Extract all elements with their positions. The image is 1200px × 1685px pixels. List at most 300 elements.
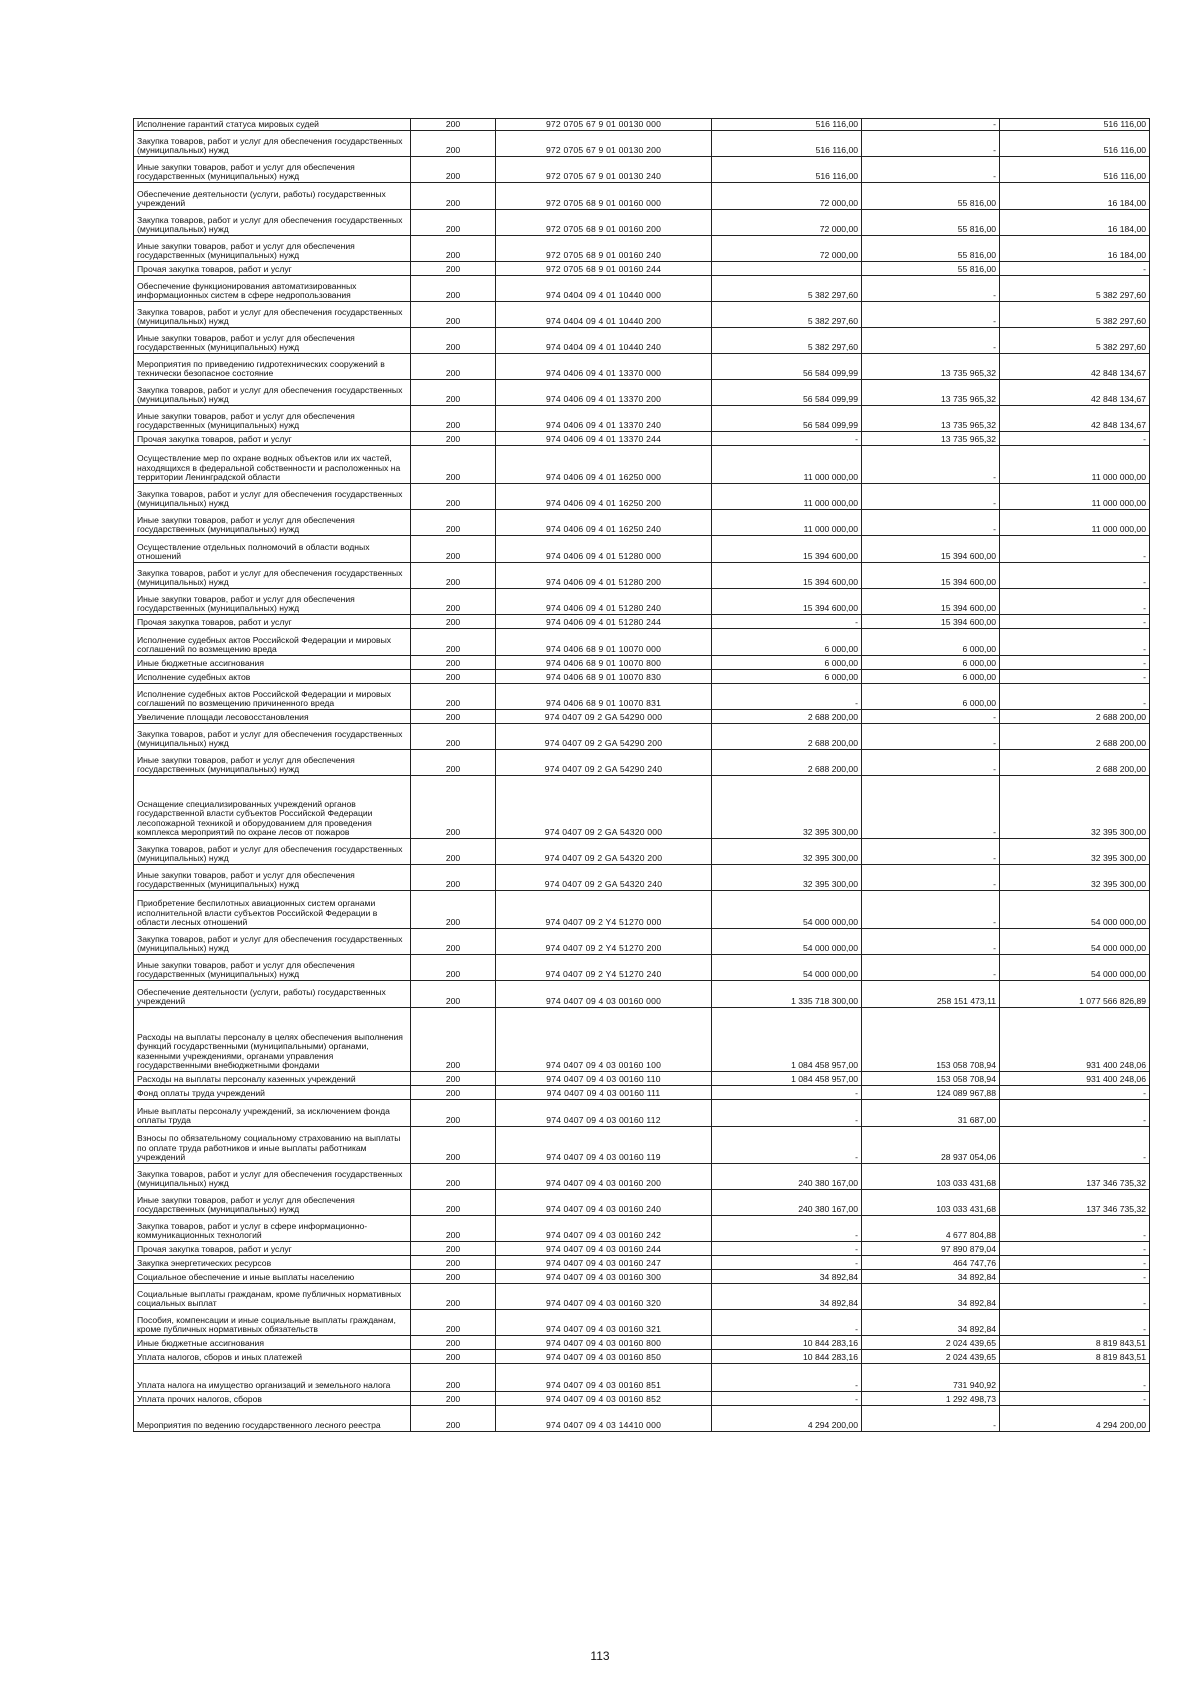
row-executed-cell: - [862,302,1000,328]
row-kbk-cell: 974 0407 09 4 03 00160 000 [496,981,712,1008]
table-row [134,615,1150,629]
row-executed-cell: - [862,131,1000,157]
table-row [134,276,1150,302]
row-unexecuted-cell: 16 184,00 [1000,210,1150,236]
row-approved-cell: 516 116,00 [712,131,862,157]
row-kbk-cell: 974 0407 09 2 Y4 51270 240 [496,955,712,981]
row-unexecuted-cell: 32 395 300,00 [1000,776,1150,839]
row-code-cell: 200 [411,210,496,236]
row-approved-cell: 10 844 283,16 [712,1350,862,1364]
table-row [134,1350,1150,1364]
row-approved-cell: 72 000,00 [712,183,862,210]
row-code-cell: 200 [411,354,496,380]
row-approved-cell: 15 394 600,00 [712,536,862,563]
row-approved-cell: - [712,615,862,629]
row-kbk-cell: 974 0406 09 4 01 16250 000 [496,446,712,484]
row-name-cell: Закупка товаров, работ и услуг для обеспечения государственных (муниципальных) нужд [134,724,411,750]
row-name-cell: Исполнение гарантий статуса мировых судей [134,119,411,131]
row-code-cell: 200 [411,1256,496,1270]
row-name-cell: Закупка товаров, работ и услуг в сфере информационно-коммуникационных технологий [134,1216,411,1242]
row-kbk-cell: 974 0407 09 2 GA 54320 200 [496,839,712,865]
table-body [134,119,1150,1432]
row-executed-cell: 34 892,84 [862,1310,1000,1336]
page-number: 113 [590,1649,610,1663]
row-approved-cell: 11 000 000,00 [712,446,862,484]
row-executed-cell: 55 816,00 [862,262,1000,276]
row-unexecuted-cell: 5 382 297,60 [1000,276,1150,302]
row-approved-cell: 516 116,00 [712,157,862,183]
row-unexecuted-cell: 42 848 134,67 [1000,380,1150,406]
row-approved-cell: 34 892,84 [712,1284,862,1310]
row-approved-cell: 4 294 200,00 [712,1406,862,1432]
row-code-cell: 200 [411,891,496,929]
row-unexecuted-cell: 42 848 134,67 [1000,354,1150,380]
row-kbk-cell: 974 0404 09 4 01 10440 240 [496,328,712,354]
row-kbk-cell: 974 0407 09 4 03 00160 852 [496,1392,712,1406]
table-row [134,981,1150,1008]
row-approved-cell: 2 688 200,00 [712,710,862,724]
row-name-cell: Закупка энергетических ресурсов [134,1256,411,1270]
row-kbk-cell: 974 0407 09 4 03 00160 247 [496,1256,712,1270]
row-executed-cell: 6 000,00 [862,670,1000,684]
table-row [134,750,1150,776]
row-approved-cell: 32 395 300,00 [712,776,862,839]
table-row [134,157,1150,183]
row-unexecuted-cell: 2 688 200,00 [1000,750,1150,776]
table-row [134,684,1150,710]
table-row [134,236,1150,262]
row-kbk-cell: 974 0406 09 4 01 13370 244 [496,432,712,446]
table-row [134,1216,1150,1242]
row-code-cell: 200 [411,1310,496,1336]
row-unexecuted-cell: 5 382 297,60 [1000,328,1150,354]
row-name-cell: Иные закупки товаров, работ и услуг для обеспечения государственных (муниципальных) нужд [134,236,411,262]
row-executed-cell: 13 735 965,32 [862,432,1000,446]
row-approved-cell: - [712,1364,862,1392]
row-unexecuted-cell: 11 000 000,00 [1000,510,1150,536]
row-code-cell: 200 [411,484,496,510]
row-executed-cell: - [862,776,1000,839]
row-unexecuted-cell: 32 395 300,00 [1000,839,1150,865]
row-executed-cell: 13 735 965,32 [862,406,1000,432]
row-approved-cell: - [712,1392,862,1406]
table-row [134,1310,1150,1336]
row-executed-cell: 15 394 600,00 [862,615,1000,629]
table-row [134,210,1150,236]
row-unexecuted-cell: - [1000,432,1150,446]
table-row [134,354,1150,380]
row-executed-cell: - [862,510,1000,536]
row-kbk-cell: 974 0407 09 4 03 00160 100 [496,1008,712,1072]
row-kbk-cell: 974 0406 68 9 01 10070 800 [496,656,712,670]
row-name-cell: Закупка товаров, работ и услуг для обеспечения государственных (муниципальных) нужд [134,210,411,236]
table-row [134,1164,1150,1190]
row-approved-cell: 5 382 297,60 [712,276,862,302]
row-code-cell: 200 [411,1336,496,1350]
table-row [134,710,1150,724]
table-row [134,131,1150,157]
row-executed-cell: - [862,891,1000,929]
table-row [134,929,1150,955]
row-unexecuted-cell: - [1000,1256,1150,1270]
row-executed-cell: 13 735 965,32 [862,354,1000,380]
row-unexecuted-cell: 516 116,00 [1000,119,1150,131]
row-approved-cell: 240 380 167,00 [712,1164,862,1190]
row-kbk-cell: 974 0406 09 4 01 51280 200 [496,563,712,589]
row-approved-cell: 1 084 458 957,00 [712,1072,862,1086]
row-kbk-cell: 974 0406 09 4 01 13370 240 [496,406,712,432]
table-row [134,1270,1150,1284]
row-code-cell: 200 [411,119,496,131]
row-name-cell: Обеспечение функционирования автоматизированных информационных систем в сфере недропользования [134,276,411,302]
row-approved-cell: 32 395 300,00 [712,839,862,865]
row-kbk-cell: 974 0407 09 2 GA 54290 200 [496,724,712,750]
table-row [134,380,1150,406]
row-approved-cell: 54 000 000,00 [712,891,862,929]
row-code-cell: 200 [411,629,496,656]
row-kbk-cell: 974 0407 09 4 03 00160 200 [496,1164,712,1190]
row-code-cell: 200 [411,750,496,776]
row-executed-cell: 15 394 600,00 [862,589,1000,615]
row-code-cell: 200 [411,563,496,589]
row-unexecuted-cell: - [1000,536,1150,563]
row-unexecuted-cell: 54 000 000,00 [1000,955,1150,981]
row-name-cell: Закупка товаров, работ и услуг для обеспечения государственных (муниципальных) нужд [134,563,411,589]
row-executed-cell: 1 292 498,73 [862,1392,1000,1406]
row-code-cell: 200 [411,1008,496,1072]
row-name-cell: Иные закупки товаров, работ и услуг для обеспечения государственных (муниципальных) нужд [134,328,411,354]
row-name-cell: Иные закупки товаров, работ и услуг для обеспечения государственных (муниципальных) нужд [134,406,411,432]
row-code-cell: 200 [411,1350,496,1364]
row-unexecuted-cell: 11 000 000,00 [1000,446,1150,484]
row-unexecuted-cell: 42 848 134,67 [1000,406,1150,432]
row-executed-cell: - [862,724,1000,750]
row-code-cell: 200 [411,276,496,302]
row-kbk-cell: 974 0407 09 4 03 00160 111 [496,1086,712,1100]
row-approved-cell: 11 000 000,00 [712,484,862,510]
row-code-cell: 200 [411,1216,496,1242]
table-row [134,406,1150,432]
row-executed-cell: 55 816,00 [862,183,1000,210]
row-executed-cell: 153 058 708,94 [862,1008,1000,1072]
row-approved-cell: 54 000 000,00 [712,929,862,955]
row-kbk-cell: 974 0406 68 9 01 10070 830 [496,670,712,684]
row-executed-cell: 34 892,84 [862,1270,1000,1284]
row-approved-cell: - [712,1100,862,1127]
table-row [134,262,1150,276]
row-kbk-cell: 974 0407 09 4 03 00160 244 [496,1242,712,1256]
row-code-cell: 200 [411,656,496,670]
row-executed-cell: - [862,157,1000,183]
row-name-cell: Закупка товаров, работ и услуг для обеспечения государственных (муниципальных) нужд [134,839,411,865]
row-approved-cell: 11 000 000,00 [712,510,862,536]
row-approved-cell: - [712,1086,862,1100]
row-kbk-cell: 974 0407 09 4 03 00160 851 [496,1364,712,1392]
row-approved-cell: 2 688 200,00 [712,750,862,776]
table-row [134,1392,1150,1406]
row-kbk-cell: 974 0407 09 4 03 00160 850 [496,1350,712,1364]
row-executed-cell: 55 816,00 [862,236,1000,262]
row-approved-cell: 240 380 167,00 [712,1190,862,1216]
row-code-cell: 200 [411,380,496,406]
table-row [134,563,1150,589]
row-code-cell: 200 [411,406,496,432]
row-approved-cell: 6 000,00 [712,656,862,670]
table-row [134,328,1150,354]
table-row [134,955,1150,981]
table-row [134,510,1150,536]
row-executed-cell: 153 058 708,94 [862,1072,1000,1086]
table-row [134,724,1150,750]
row-unexecuted-cell: - [1000,1216,1150,1242]
row-approved-cell: - [712,684,862,710]
row-unexecuted-cell: 931 400 248,06 [1000,1008,1150,1072]
row-executed-cell: - [862,1406,1000,1432]
row-name-cell: Мероприятия по приведению гидротехнических сооружений в технически безопасное состояние [134,354,411,380]
row-kbk-cell: 974 0407 09 2 GA 54320 000 [496,776,712,839]
row-name-cell: Прочая закупка товаров, работ и услуг [134,615,411,629]
row-kbk-cell: 974 0407 09 4 03 00160 242 [496,1216,712,1242]
row-approved-cell: 516 116,00 [712,119,862,131]
row-name-cell: Пособия, компенсации и иные социальные выплаты гражданам, кроме публичных нормативных обязательств [134,1310,411,1336]
table-row [134,1008,1150,1072]
row-code-cell: 200 [411,1364,496,1392]
row-kbk-cell: 974 0407 09 4 03 00160 240 [496,1190,712,1216]
row-code-cell: 200 [411,328,496,354]
row-executed-cell: - [862,446,1000,484]
row-executed-cell: 103 033 431,68 [862,1190,1000,1216]
row-unexecuted-cell: 1 077 566 826,89 [1000,981,1150,1008]
row-unexecuted-cell: - [1000,1392,1150,1406]
row-kbk-cell: 974 0406 09 4 01 51280 244 [496,615,712,629]
table-row [134,839,1150,865]
row-code-cell: 200 [411,131,496,157]
table-row [134,1100,1150,1127]
row-code-cell: 200 [411,1284,496,1310]
row-kbk-cell: 972 0705 67 9 01 00130 240 [496,157,712,183]
row-name-cell: Иные закупки товаров, работ и услуг для обеспечения государственных (муниципальных) нужд [134,1190,411,1216]
row-unexecuted-cell: - [1000,615,1150,629]
row-unexecuted-cell: 137 346 735,32 [1000,1164,1150,1190]
row-code-cell: 200 [411,724,496,750]
row-executed-cell: 103 033 431,68 [862,1164,1000,1190]
row-code-cell: 200 [411,1406,496,1432]
row-name-cell: Иные закупки товаров, работ и услуг для обеспечения государственных (муниципальных) нужд [134,750,411,776]
row-code-cell: 200 [411,929,496,955]
row-kbk-cell: 974 0407 09 2 GA 54290 240 [496,750,712,776]
row-unexecuted-cell: - [1000,656,1150,670]
row-code-cell: 200 [411,536,496,563]
row-unexecuted-cell: 11 000 000,00 [1000,484,1150,510]
row-executed-cell: 34 892,84 [862,1284,1000,1310]
row-kbk-cell: 974 0407 09 4 03 00160 119 [496,1127,712,1164]
row-approved-cell: 1 084 458 957,00 [712,1008,862,1072]
row-name-cell: Социальные выплаты гражданам, кроме публичных нормативных социальных выплат [134,1284,411,1310]
row-unexecuted-cell: 931 400 248,06 [1000,1072,1150,1086]
row-code-cell: 200 [411,839,496,865]
row-unexecuted-cell: - [1000,1270,1150,1284]
row-name-cell: Осуществление мер по охране водных объектов или их частей, находящихся в федеральной собственности и расположенных на территории Ленинградской области [134,446,411,484]
row-executed-cell: 4 677 804,88 [862,1216,1000,1242]
row-unexecuted-cell: 16 184,00 [1000,236,1150,262]
row-executed-cell: - [862,276,1000,302]
row-unexecuted-cell: - [1000,563,1150,589]
table-row [134,776,1150,839]
row-name-cell: Расходы на выплаты персоналу казенных учреждений [134,1072,411,1086]
table-row [134,1072,1150,1086]
row-approved-cell: 56 584 099,99 [712,354,862,380]
table-row [134,891,1150,929]
row-approved-cell: 54 000 000,00 [712,955,862,981]
row-executed-cell: 6 000,00 [862,629,1000,656]
row-kbk-cell: 974 0404 09 4 01 10440 200 [496,302,712,328]
row-unexecuted-cell: 8 819 843,51 [1000,1336,1150,1350]
row-executed-cell: - [862,484,1000,510]
table-row [134,1406,1150,1432]
row-executed-cell: - [862,865,1000,891]
row-unexecuted-cell: 16 184,00 [1000,183,1150,210]
row-name-cell: Прочая закупка товаров, работ и услуг [134,1242,411,1256]
row-unexecuted-cell: - [1000,1100,1150,1127]
row-unexecuted-cell: - [1000,1284,1150,1310]
row-code-cell: 200 [411,955,496,981]
row-executed-cell: 28 937 054,06 [862,1127,1000,1164]
row-approved-cell: - [712,432,862,446]
row-name-cell: Прочая закупка товаров, работ и услуг [134,432,411,446]
row-name-cell: Закупка товаров, работ и услуг для обеспечения государственных (муниципальных) нужд [134,1164,411,1190]
row-kbk-cell: 974 0407 09 2 Y4 51270 200 [496,929,712,955]
row-unexecuted-cell: 54 000 000,00 [1000,891,1150,929]
row-code-cell: 200 [411,262,496,276]
row-approved-cell: 32 395 300,00 [712,865,862,891]
table-row [134,484,1150,510]
row-kbk-cell: 974 0407 09 4 03 00160 110 [496,1072,712,1086]
row-code-cell: 200 [411,684,496,710]
row-kbk-cell: 974 0406 09 4 01 13370 000 [496,354,712,380]
row-name-cell: Социальное обеспечение и иные выплаты населению [134,1270,411,1284]
row-kbk-cell: 974 0407 09 4 03 00160 300 [496,1270,712,1284]
row-executed-cell: - [862,710,1000,724]
row-unexecuted-cell: 32 395 300,00 [1000,865,1150,891]
row-unexecuted-cell: 516 116,00 [1000,131,1150,157]
row-unexecuted-cell: 5 382 297,60 [1000,302,1150,328]
row-unexecuted-cell: 8 819 843,51 [1000,1350,1150,1364]
row-kbk-cell: 974 0407 09 4 03 00160 320 [496,1284,712,1310]
table-row [134,1127,1150,1164]
row-code-cell: 200 [411,589,496,615]
row-kbk-cell: 974 0406 68 9 01 10070 000 [496,629,712,656]
row-code-cell: 200 [411,865,496,891]
table-row [134,432,1150,446]
row-unexecuted-cell: - [1000,262,1150,276]
table-row [134,1256,1150,1270]
row-kbk-cell: 974 0406 09 4 01 16250 200 [496,484,712,510]
row-code-cell: 200 [411,1190,496,1216]
row-approved-cell: 15 394 600,00 [712,589,862,615]
row-name-cell: Иные закупки товаров, работ и услуг для обеспечения государственных (муниципальных) нужд [134,589,411,615]
row-name-cell: Уплата налогов, сборов и иных платежей [134,1350,411,1364]
row-code-cell: 200 [411,510,496,536]
row-code-cell: 200 [411,1127,496,1164]
row-kbk-cell: 972 0705 68 9 01 00160 000 [496,183,712,210]
row-approved-cell [712,262,862,276]
row-kbk-cell: 974 0407 09 4 03 14410 000 [496,1406,712,1432]
table-row [134,1242,1150,1256]
row-kbk-cell: 972 0705 68 9 01 00160 244 [496,262,712,276]
row-unexecuted-cell: 4 294 200,00 [1000,1406,1150,1432]
row-unexecuted-cell: - [1000,670,1150,684]
row-kbk-cell: 972 0705 67 9 01 00130 200 [496,131,712,157]
row-code-cell: 200 [411,183,496,210]
row-name-cell: Закупка товаров, работ и услуг для обеспечения государственных (муниципальных) нужд [134,929,411,955]
row-unexecuted-cell: 516 116,00 [1000,157,1150,183]
row-executed-cell: 2 024 439,65 [862,1336,1000,1350]
row-kbk-cell: 974 0407 09 4 03 00160 800 [496,1336,712,1350]
table-row [134,629,1150,656]
table-row [134,1086,1150,1100]
table-row [134,1190,1150,1216]
row-approved-cell: 6 000,00 [712,670,862,684]
row-code-cell: 200 [411,432,496,446]
row-code-cell: 200 [411,1270,496,1284]
row-executed-cell: 2 024 439,65 [862,1350,1000,1364]
row-kbk-cell: 974 0406 68 9 01 10070 831 [496,684,712,710]
row-executed-cell: 97 890 879,04 [862,1242,1000,1256]
row-code-cell: 200 [411,302,496,328]
table-row [134,1284,1150,1310]
table-row [134,183,1150,210]
row-code-cell: 200 [411,1242,496,1256]
row-executed-cell: 124 089 967,88 [862,1086,1000,1100]
row-name-cell: Закупка товаров, работ и услуг для обеспечения государственных (муниципальных) нужд [134,380,411,406]
table-row [134,536,1150,563]
row-name-cell: Иные закупки товаров, работ и услуг для обеспечения государственных (муниципальных) нужд [134,510,411,536]
row-code-cell: 200 [411,670,496,684]
row-unexecuted-cell: - [1000,629,1150,656]
row-code-cell: 200 [411,157,496,183]
row-executed-cell: 13 735 965,32 [862,380,1000,406]
row-name-cell: Расходы на выплаты персоналу в целях обеспечения выполнения функций государственными (муниципальными) органами, казенными учреждениями, органами управления государственными внебюджетными фондами [134,1008,411,1072]
row-name-cell: Закупка товаров, работ и услуг для обеспечения государственных (муниципальных) нужд [134,302,411,328]
row-kbk-cell: 972 0705 67 9 01 00130 000 [496,119,712,131]
row-name-cell: Закупка товаров, работ и услуг для обеспечения государственных (муниципальных) нужд [134,131,411,157]
row-approved-cell: 2 688 200,00 [712,724,862,750]
row-executed-cell: 258 151 473,11 [862,981,1000,1008]
row-executed-cell: 55 816,00 [862,210,1000,236]
row-approved-cell: 56 584 099,99 [712,380,862,406]
row-approved-cell: 6 000,00 [712,629,862,656]
row-name-cell: Уплата налога на имущество организаций и земельного налога [134,1364,411,1392]
row-code-cell: 200 [411,615,496,629]
row-executed-cell: - [862,955,1000,981]
row-unexecuted-cell: 2 688 200,00 [1000,710,1150,724]
row-kbk-cell: 972 0705 68 9 01 00160 240 [496,236,712,262]
table-row [134,670,1150,684]
row-kbk-cell: 974 0404 09 4 01 10440 000 [496,276,712,302]
row-name-cell: Иные закупки товаров, работ и услуг для обеспечения государственных (муниципальных) нужд [134,955,411,981]
row-approved-cell: - [712,1127,862,1164]
row-executed-cell: - [862,328,1000,354]
row-name-cell: Иные закупки товаров, работ и услуг для обеспечения государственных (муниципальных) нужд [134,865,411,891]
row-executed-cell: - [862,119,1000,131]
row-name-cell: Иные бюджетные ассигнования [134,656,411,670]
table-row [134,656,1150,670]
row-name-cell: Обеспечение деятельности (услуги, работы) государственных учреждений [134,981,411,1008]
row-unexecuted-cell: - [1000,1310,1150,1336]
row-kbk-cell: 974 0406 09 4 01 51280 000 [496,536,712,563]
row-name-cell: Исполнение судебных актов Российской Федерации и мировых соглашений по возмещению причиненного вреда [134,684,411,710]
row-name-cell: Фонд оплаты труда учреждений [134,1086,411,1100]
